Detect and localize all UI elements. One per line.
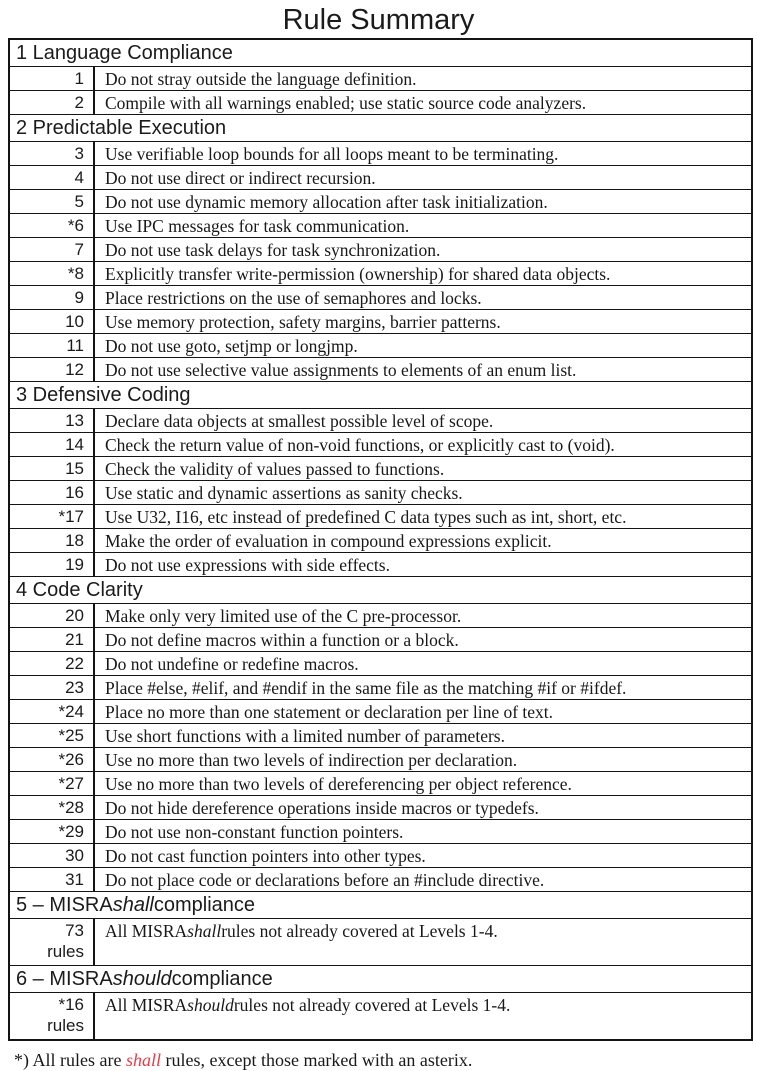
rule-row	[10, 867, 751, 891]
rule-number: 9	[74, 288, 84, 307]
text-segment: Declare data objects at smallest possible level of scope.	[105, 410, 494, 431]
rule-number: *24	[58, 702, 84, 721]
rule-row	[10, 603, 751, 627]
rule-row	[10, 189, 751, 213]
rule-description-cell	[95, 262, 751, 285]
rule-row	[10, 528, 751, 552]
text-segment: Do not use direct or indirect recursion.	[105, 167, 376, 188]
text-segment: Do not place code or declarations before an #include directive.	[105, 869, 545, 890]
rule-number: 18	[65, 531, 84, 550]
rule-description-cell	[95, 91, 751, 114]
text-segment: Use U32, I16, etc instead of predefined C data types such as int, short, etc.	[105, 506, 627, 527]
rule-number: *28	[58, 798, 84, 817]
rule-number-cell	[10, 334, 95, 357]
rule-description-cell	[95, 772, 751, 795]
rule-row	[10, 723, 751, 747]
section-header	[10, 576, 751, 603]
text-segment: shall	[125, 1050, 161, 1070]
rule-description-cell	[95, 700, 751, 723]
text-segment: Check the return value of non-void functions, or explicitly cast to (void).	[105, 434, 615, 455]
rule-description-cell	[95, 553, 751, 576]
rule-row	[10, 819, 751, 843]
rule-row	[10, 795, 751, 819]
text-segment: Use static and dynamic assertions as sanity checks.	[105, 482, 463, 503]
rule-row	[10, 285, 751, 309]
rule-description-cell	[95, 67, 751, 90]
rule-number: 12	[65, 360, 84, 379]
rule-number-cell	[10, 604, 95, 627]
rule-row	[10, 165, 751, 189]
rule-number-cell	[10, 166, 95, 189]
text-segment: rules not already covered at Levels 1-4.	[221, 921, 498, 941]
rule-number: *29	[58, 822, 84, 841]
text-segment: All MISRA	[105, 921, 188, 941]
text-segment: Place restrictions on the use of semaphores and locks.	[105, 287, 482, 308]
rule-description-cell	[95, 919, 751, 965]
rule-row	[10, 309, 751, 333]
rule-number: *25	[58, 726, 84, 745]
text-segment: Do not use selective value assignments to elements of an enum list.	[105, 359, 577, 380]
text-segment: Explicitly transfer write-permission (ownership) for shared data objects.	[105, 263, 611, 284]
text-segment: 3 Defensive Coding	[16, 384, 191, 406]
rule-row	[10, 90, 751, 114]
rule-row	[10, 504, 751, 528]
rule-row	[10, 141, 751, 165]
section-header	[10, 40, 751, 66]
rule-number: 22	[65, 654, 84, 673]
text-segment: 2 Predictable Execution	[16, 117, 227, 139]
text-segment: Use verifiable loop bounds for all loops meant to be terminating.	[105, 143, 559, 164]
rule-description-cell	[95, 214, 751, 237]
rule-description-cell	[95, 724, 751, 747]
rule-number-cell	[10, 481, 95, 504]
rule-number: *16	[58, 995, 84, 1014]
rule-number: 4	[74, 168, 84, 187]
rule-description-cell	[95, 142, 751, 165]
rule-number-cell	[10, 652, 95, 675]
rule-number-cell	[10, 844, 95, 867]
rule-number: 13	[65, 411, 84, 430]
rule-number-cell	[10, 553, 95, 576]
rule-number-cell	[10, 628, 95, 651]
rule-row	[10, 333, 751, 357]
rule-description-cell	[95, 505, 751, 528]
rule-number: 2	[74, 93, 84, 112]
rule-description-cell	[95, 868, 751, 891]
text-segment: Do not use non-constant function pointers.	[105, 821, 404, 842]
rule-number-cell	[10, 676, 95, 699]
section-header	[10, 891, 751, 918]
rule-description-cell	[95, 993, 751, 1039]
rule-number-cell	[10, 262, 95, 285]
rule-description-cell	[95, 820, 751, 843]
text-segment: Make the order of evaluation in compound expressions explicit.	[105, 530, 552, 551]
rule-number-cell	[10, 724, 95, 747]
rule-row	[10, 771, 751, 795]
rule-number-cell	[10, 286, 95, 309]
rule-number: 73	[65, 921, 84, 940]
page-title: Rule Summary	[282, 4, 475, 36]
rule-description-cell	[95, 433, 751, 456]
text-segment: should	[187, 995, 234, 1015]
rule-row	[10, 552, 751, 576]
rule-number-cell	[10, 214, 95, 237]
rule-row	[10, 213, 751, 237]
rule-number-cell	[10, 358, 95, 381]
text-segment: Place no more than one statement or declaration per line of text.	[105, 701, 554, 722]
rule-row	[10, 432, 751, 456]
rule-number-sub: rules	[47, 1016, 84, 1035]
rule-description-cell	[95, 457, 751, 480]
text-segment: Use no more than two levels of indirection per declaration.	[105, 749, 518, 770]
rule-number: 7	[74, 240, 84, 259]
rule-row	[10, 747, 751, 771]
rule-number: 16	[65, 483, 84, 502]
rule-number-cell	[10, 529, 95, 552]
footnote	[14, 1050, 757, 1071]
section-header	[10, 114, 751, 141]
text-segment: Do not stray outside the language definition.	[105, 68, 417, 89]
rule-number-cell	[10, 310, 95, 333]
text-segment: rules not already covered at Levels 1-4.	[233, 995, 511, 1015]
rule-number: 20	[65, 606, 84, 625]
rule-description-cell	[95, 190, 751, 213]
text-segment: Do not use dynamic memory allocation after task initialization.	[105, 191, 548, 212]
text-segment: 4 Code Clarity	[16, 579, 143, 601]
rule-row	[10, 675, 751, 699]
text-segment: Do not cast function pointers into other types.	[105, 845, 426, 866]
rule-number: *26	[58, 750, 84, 769]
text-segment: Place #else, #elif, and #endif in the same file as the matching #if or #ifdef.	[105, 677, 627, 698]
text-segment: rules, except those marked with an asterix.	[160, 1050, 473, 1070]
rule-number-cell	[10, 700, 95, 723]
rule-number: *27	[58, 774, 84, 793]
rule-number: 19	[65, 555, 84, 574]
rule-number: *8	[67, 264, 84, 283]
rule-number-cell	[10, 409, 95, 432]
rule-number-cell	[10, 993, 95, 1039]
rule-row	[10, 237, 751, 261]
text-segment: Use IPC messages for task communication.	[105, 215, 410, 236]
rule-number: 21	[65, 630, 84, 649]
rule-number: 15	[65, 459, 84, 478]
text-segment: All MISRA	[105, 995, 188, 1015]
rule-row	[10, 357, 751, 381]
rule-description-cell	[95, 358, 751, 381]
rule-number: 5	[74, 192, 84, 211]
rule-row	[10, 408, 751, 432]
rule-number-cell	[10, 919, 95, 965]
rule-description-cell	[95, 652, 751, 675]
text-segment: Compile with all warnings enabled; use static source code analyzers.	[105, 92, 587, 113]
rule-number: 23	[65, 678, 84, 697]
rule-number-cell	[10, 820, 95, 843]
rule-number: 30	[65, 846, 84, 865]
rule-number: 11	[66, 336, 84, 355]
text-segment: 5 – MISRA	[16, 894, 113, 916]
rule-row	[10, 627, 751, 651]
rule-row	[10, 456, 751, 480]
rule-number-cell	[10, 238, 95, 261]
text-segment: Do not use goto, setjmp or longjmp.	[105, 335, 358, 356]
text-segment: should	[112, 968, 172, 990]
text-segment: 1 Language Compliance	[16, 42, 233, 64]
rule-number-cell	[10, 67, 95, 90]
text-segment: Make only very limited use of the C pre-processor.	[105, 605, 462, 626]
text-segment: Use no more than two levels of dereferencing per object reference.	[105, 773, 572, 794]
text-segment: Use short functions with a limited number of parameters.	[105, 725, 505, 746]
rule-number-cell	[10, 796, 95, 819]
section-header	[10, 381, 751, 408]
rule-number-cell	[10, 190, 95, 213]
rule-description-cell	[95, 604, 751, 627]
rule-description-cell	[95, 166, 751, 189]
section-header	[10, 965, 751, 992]
text-segment: shall	[112, 894, 154, 916]
text-segment: Use memory protection, safety margins, barrier patterns.	[105, 311, 501, 332]
text-segment: compliance	[171, 968, 273, 990]
rule-description-cell	[95, 238, 751, 261]
rule-row	[10, 843, 751, 867]
rule-summary-table	[8, 38, 753, 1041]
rule-description-cell	[95, 628, 751, 651]
text-segment: Do not define macros within a function or a block.	[105, 629, 459, 650]
rule-row	[10, 699, 751, 723]
rule-description-cell	[95, 310, 751, 333]
rule-description-cell	[95, 748, 751, 771]
rule-number-cell	[10, 868, 95, 891]
rule-number-cell	[10, 772, 95, 795]
rule-row	[10, 918, 751, 965]
text-segment: *) All rules are	[14, 1050, 126, 1070]
rule-number-cell	[10, 91, 95, 114]
rule-number: 31	[65, 870, 84, 889]
rule-number-cell	[10, 457, 95, 480]
rule-description-cell	[95, 481, 751, 504]
rule-row	[10, 651, 751, 675]
rule-description-cell	[95, 286, 751, 309]
rule-number: 1	[74, 69, 84, 88]
text-segment: compliance	[153, 894, 256, 916]
rule-number-cell	[10, 433, 95, 456]
rule-number: 3	[74, 144, 84, 163]
rule-row	[10, 992, 751, 1039]
text-segment: 6 – MISRA	[16, 968, 113, 990]
rule-number: 14	[65, 435, 84, 454]
rule-description-cell	[95, 529, 751, 552]
rule-description-cell	[95, 334, 751, 357]
text-segment: Do not use expressions with side effects.	[105, 554, 390, 575]
text-segment: Check the validity of values passed to functions.	[105, 458, 445, 479]
text-segment: Do not hide dereference operations inside macros or typedefs.	[105, 797, 539, 818]
rule-description-cell	[95, 409, 751, 432]
text-segment: Do not use task delays for task synchronization.	[105, 239, 441, 260]
rule-number-cell	[10, 748, 95, 771]
rule-description-cell	[95, 796, 751, 819]
rule-row	[10, 66, 751, 90]
rule-row	[10, 261, 751, 285]
rule-row	[10, 480, 751, 504]
rule-number-cell	[10, 142, 95, 165]
rule-number-sub: rules	[47, 942, 84, 961]
rule-description-cell	[95, 676, 751, 699]
rule-description-cell	[95, 844, 751, 867]
rule-number: *17	[58, 507, 84, 526]
rule-number: *6	[67, 216, 84, 235]
rule-number: 10	[65, 312, 84, 331]
text-segment: Do not undefine or redefine macros.	[105, 653, 359, 674]
text-segment: shall	[187, 921, 222, 941]
rule-number-cell	[10, 505, 95, 528]
